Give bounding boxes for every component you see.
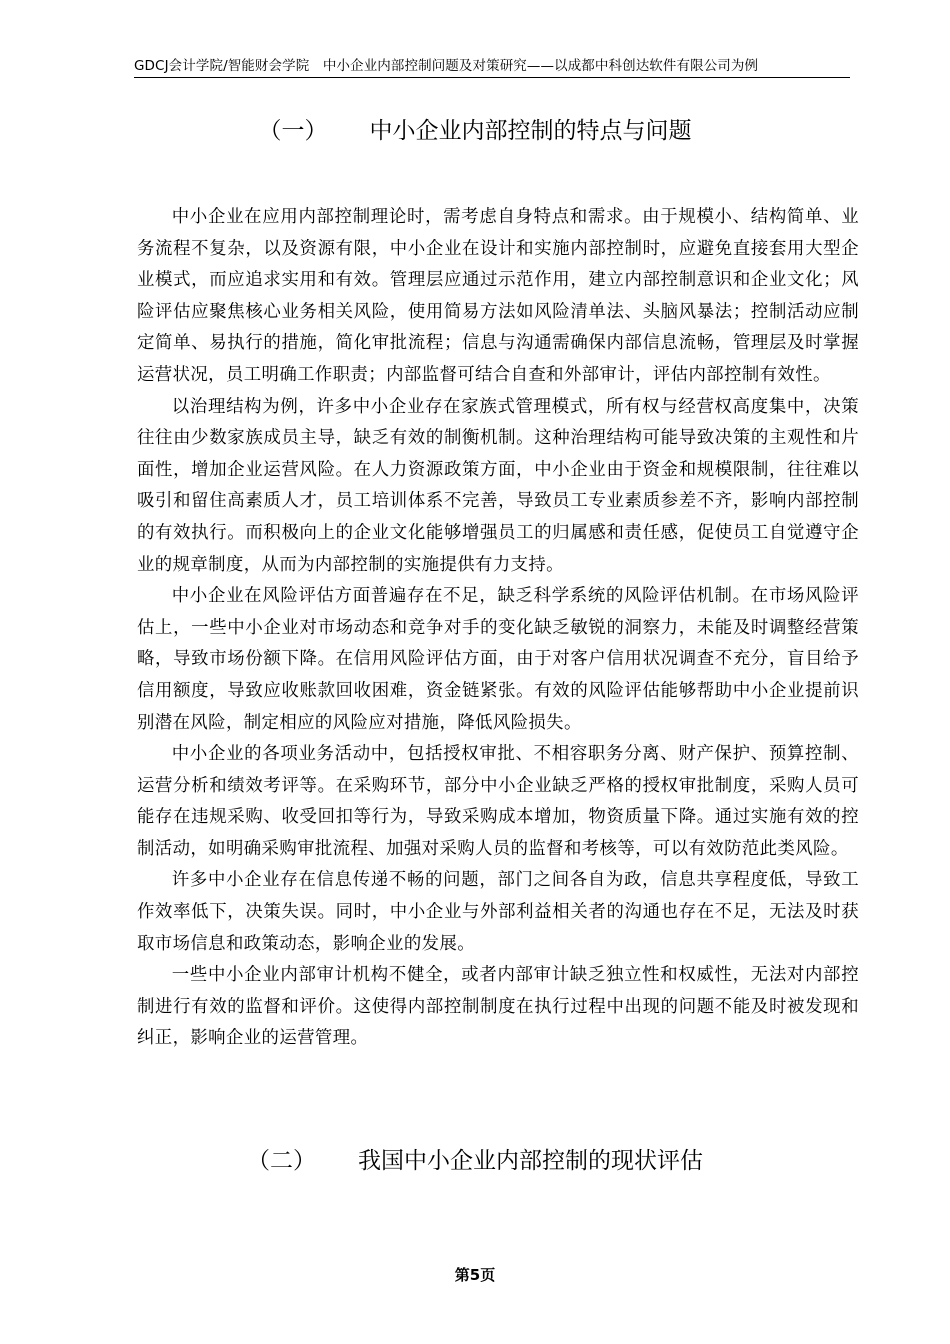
paragraph: 一些中小企业内部审计机构不健全，或者内部审计缺乏独立性和权威性，无法对内部控制进行有效的监督和评价。这使得内部控制制度在执行过程中出现的问题不能及时被发现和纠正，影响企业的运营管理。 <box>137 965 859 1049</box>
section-heading-1 <box>0 116 950 146</box>
paragraph: 中小企业在应用内部控制理论时，需考虑自身特点和需求。由于规模小、结构简单、业务流程不复杂，以及资源有限，中小企业在设计和实施内部控制时，应避免直接套用大型企业模式，而应追求实用和有效。管理层应通过示范作用，建立内部控制意识和企业文化；风险评估应聚焦核心业务相关风险，使用简易方法如风险清单法、头脑风暴法；控制活动应制定简单、易执行的措施，简化审批流程；信息与沟通需确保内部信息流畅，管理层及时掌握运营状况，员工明确工作职责；内部监督可结合自查和外部审计，评估内部控制有效性。 <box>137 207 859 385</box>
section-1-number: （一） <box>258 118 328 144</box>
page-number: 第5页 <box>454 1266 496 1284</box>
paragraph: 中小企业的各项业务活动中，包括授权审批、不相容职务分离、财产保护、预算控制、运营分析和绩效考评等。在采购环节，部分中小企业缺乏严格的授权审批制度，采购人员可能存在违规采购、收受回扣等行为，导致采购成本增加，物资质量下降。通过实施有效的控制活动，如明确采购审批流程、加强对采购人员的监督和考核等，可以有效防范此类风险。 <box>137 744 859 859</box>
section-1-title: 中小企业内部控制的特点与问题 <box>369 118 692 144</box>
section-2-number: （二） <box>247 1148 316 1174</box>
section-2-title: 我国中小企业内部控制的现状评估 <box>358 1148 703 1174</box>
body-text <box>137 202 859 1055</box>
paragraph: 许多中小企业存在信息传递不畅的问题，部门之间各自为政，信息共享程度低，导致工作效率低下，决策失误。同时，中小企业与外部利益相关者的沟通也存在不足，无法及时获取市场信息和政策动态，影响企业的发展。 <box>137 870 859 954</box>
running-header: GDCJ会计学院/智能财会学院 中小企业内部控制问题及对策研究——以成都中科创达软件有限公司为例 <box>134 57 850 78</box>
paragraph: 中小企业在风险评估方面普遍存在不足，缺乏科学系统的风险评估机制。在市场风险评估上，一些中小企业对市场动态和竞争对手的变化缺乏敏锐的洞察力，未能及时调整经营策略，导致市场份额下降。在信用风险评估方面，由于对客户信用状况调查不充分，盲目给予信用额度，导致应收账款回收困难，资金链紧张。有效的风险评估能够帮助中小企业提前识别潜在风险，制定相应的风险应对措施，降低风险损失。 <box>137 586 859 733</box>
paragraph: 以治理结构为例，许多中小企业存在家族式管理模式，所有权与经营权高度集中，决策往往由少数家族成员主导，缺乏有效的制衡机制。这种治理结构可能导致决策的主观性和片面性，增加企业运营风险。在人力资源政策方面，中小企业由于资金和规模限制，往往难以吸引和留住高素质人才，员工培训体系不完善，导致员工专业素质参差不齐，影响内部控制的有效执行。而积极向上的企业文化能够增强员工的归属感和责任感，促使员工自觉遵守企业的规章制度，从而为内部控制的实施提供有力支持。 <box>137 396 859 575</box>
section-heading-2 <box>0 1146 950 1176</box>
